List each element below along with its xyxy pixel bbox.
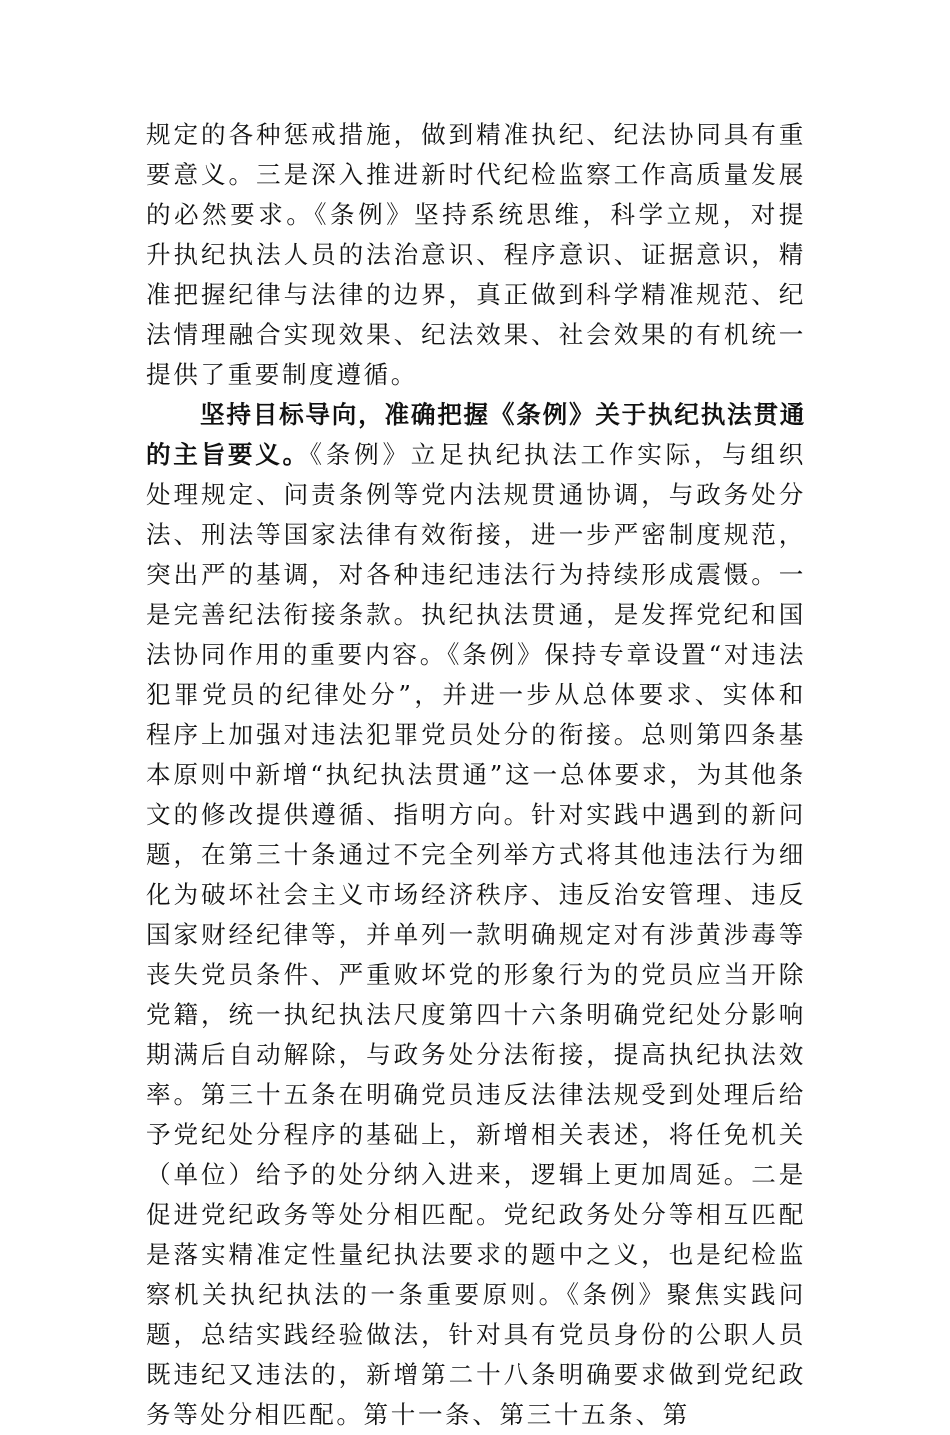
paragraph-1 <box>146 115 806 395</box>
paragraph-1-body: 规定的各种惩戒措施，做到精准执纪、纪法协同具有重要意义。三是深入推进新时代纪检监察工作高质量发展的必然要求。《条例》坚持系统思维，科学立规，对提升执纪执法人员的法治意识、程序意识、证据意识，精准把握纪律与法律的边界，真正做到科学精准规范、纪法情理融合实现效果、纪法效果、社会效果的有机统一提供了重要制度遵循。 <box>146 120 806 389</box>
paragraph-2 <box>146 395 806 1435</box>
paragraph-2-body: 《条例》立足执纪执法工作实际，与组织处理规定、问责条例等党内法规贯通协调，与政务处分法、刑法等国家法律有效衔接，进一步严密制度规范，突出严的基调，对各种违纪违法行为持续形成震慑。一是完善纪法衔接条款。执纪执法贯通，是发挥党纪和国法协同作用的重要内容。《条例》保持专章设置“对违法犯罪党员的纪律处分”，并进一步从总体要求、实体和程序上加强对违法犯罪党员处分的衔接。总则第四条基本原则中新增“执纪执法贯通”这一总体要求，为其他条文的修改提供遵循、指明方向。针对实践中遇到的新问题，在第三十条通过不完全列举方式将其他违法行为细化为破坏社会主义市场经济秩序、违反治安管理、违反国家财经纪律等，并单列一款明确规定对有涉黄涉毒等丧失党员条件、严重败坏党的形象行为的党员应当开除党籍，统一执纪执法尺度第四十六条明确党纪处分影响期满后自动解除，与政务处分法衔接，提高执纪执法效率。第三十五条在明确党员违反法律法规受到处理后给予党纪处分程序的基础上，新增相关表述，将任免机关（单位）给予的处分纳入进来，逻辑上更加周延。二是促进党纪政务等处分相匹配。党纪政务处分等相互匹配是落实精准定性量纪执法要求的题中之义，也是纪检监察机关执纪执法的一条重要原则。《条例》聚焦实践问题，总结实践经验做法，针对具有党员身份的公职人员既违纪又违法的，新增第二十八条明确要求做到党纪政务等处分相匹配。第十一条、第三十五条、第 <box>146 440 806 1429</box>
document-page <box>146 115 806 1435</box>
paragraph-2-lead: 坚持目标导向，准确把握《条例》关于执纪执法贯通的主旨要义。 <box>146 400 806 469</box>
